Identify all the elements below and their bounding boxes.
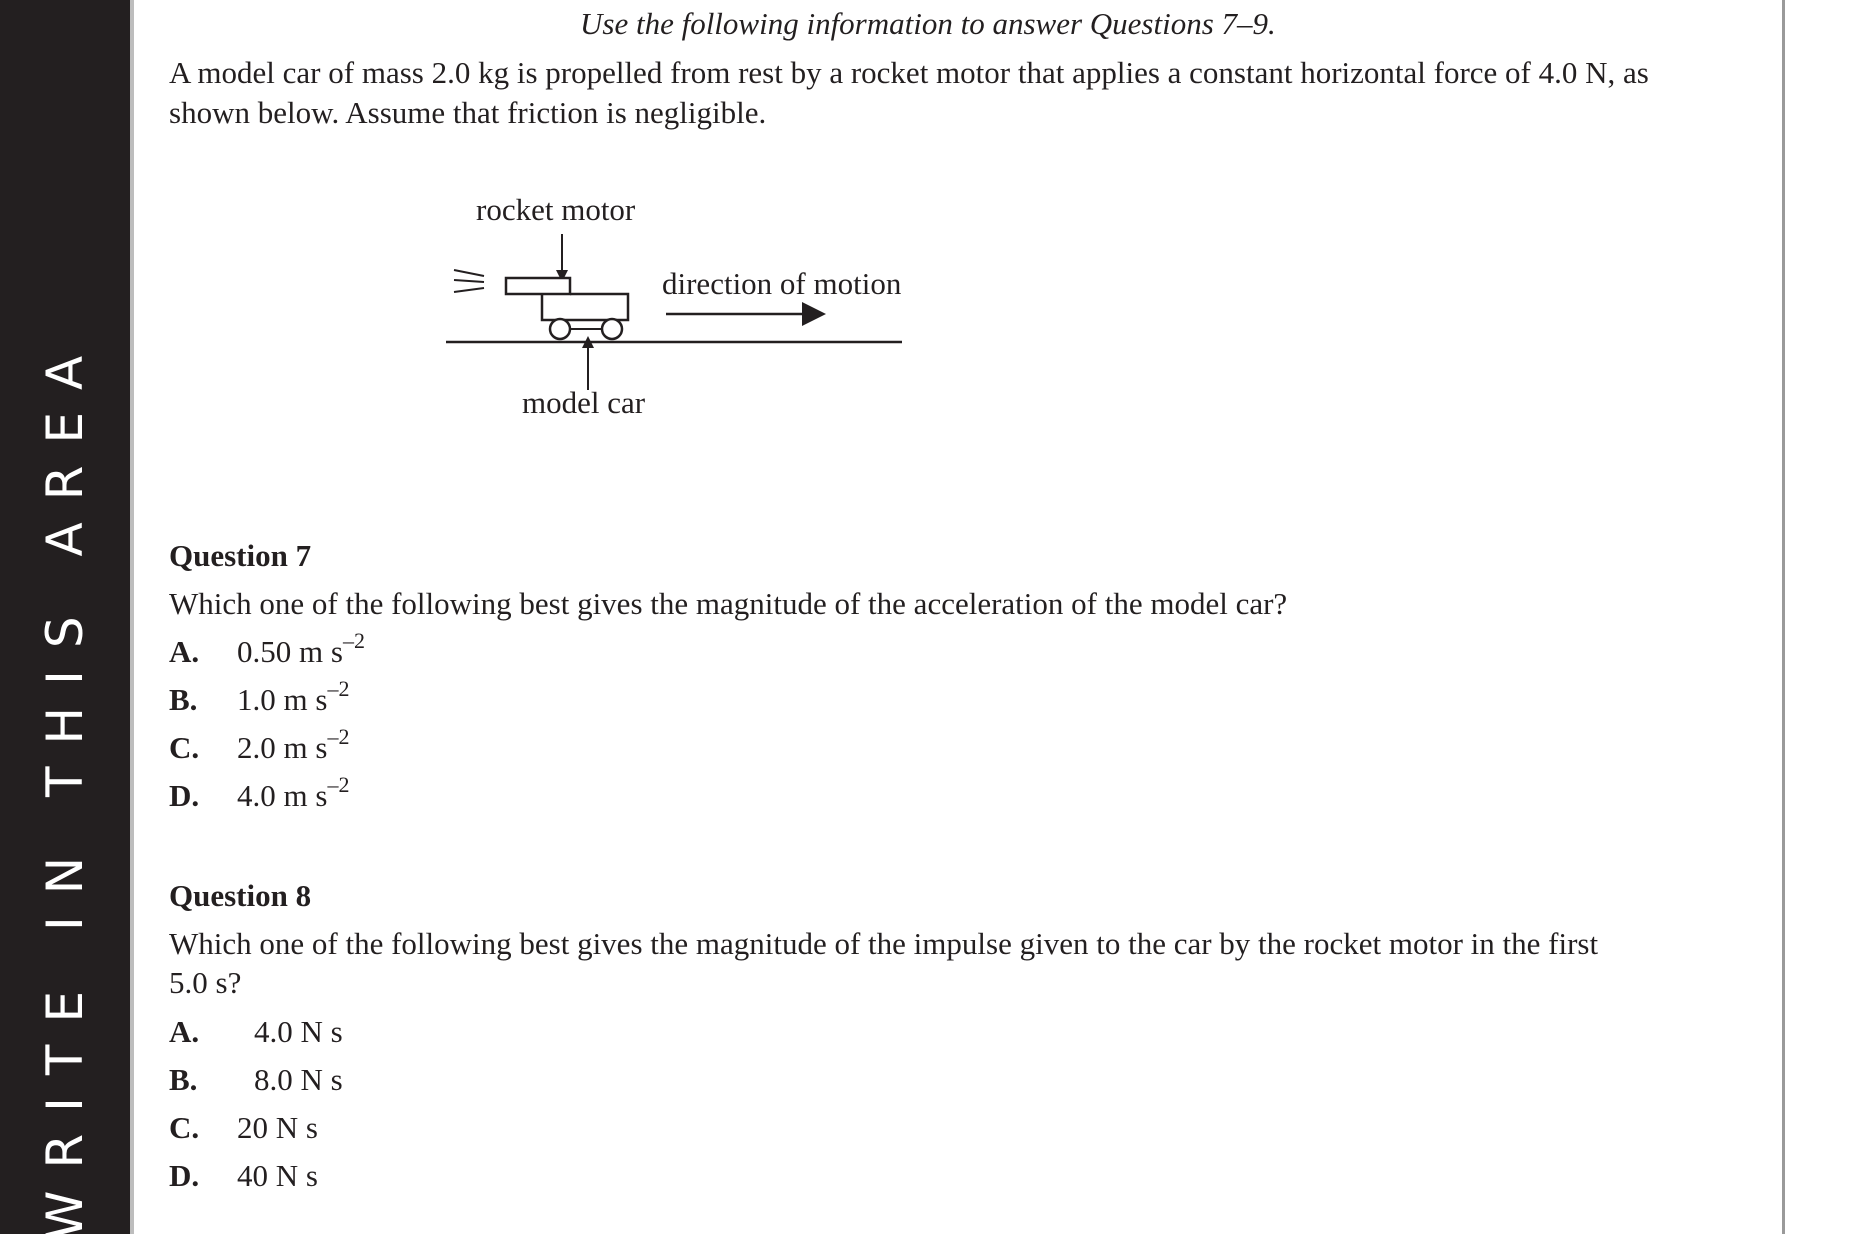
option-value: 1.0 m s bbox=[237, 682, 328, 717]
option-letter: C. bbox=[169, 730, 200, 765]
question-7-heading: Question 7 bbox=[169, 538, 312, 573]
option-exponent: –2 bbox=[342, 628, 365, 653]
q8-option-a[interactable] bbox=[169, 1012, 343, 1052]
option-exponent: –2 bbox=[327, 724, 350, 749]
option-exponent: –2 bbox=[327, 772, 350, 797]
option-value: 4.0 N s bbox=[254, 1014, 343, 1049]
label-model-car: model car bbox=[522, 385, 646, 420]
q7-option-d[interactable] bbox=[169, 772, 350, 819]
option-value: 0.50 m s bbox=[237, 634, 343, 669]
label-rocket-motor: rocket motor bbox=[476, 192, 636, 227]
option-value: 40 N s bbox=[237, 1158, 318, 1193]
q8-option-b[interactable] bbox=[169, 1060, 343, 1100]
q7-option-a[interactable] bbox=[169, 628, 365, 675]
page-border-right bbox=[1782, 0, 1785, 1234]
question-8-heading: Question 8 bbox=[169, 878, 312, 913]
margin-instruction: WRITE IN THIS AREA bbox=[36, 333, 94, 1240]
q8-option-d[interactable] bbox=[169, 1156, 318, 1196]
question-stem: A model car of mass 2.0 kg is propelled from rest by a rocket motor that applies a constant horizontal force of 4.0 N, as shown below. Assume that friction is negligible. bbox=[169, 55, 1649, 130]
model-car-diagram bbox=[440, 190, 930, 430]
question-8-text-cont: 5.0 s? bbox=[169, 965, 242, 1000]
option-letter: B. bbox=[169, 682, 198, 717]
option-letter: C. bbox=[169, 1110, 200, 1145]
option-letter: D. bbox=[169, 778, 200, 813]
question-7-text: Which one of the following best gives the magnitude of the acceleration of the model car? bbox=[169, 586, 1288, 621]
label-direction-of-motion: direction of motion bbox=[662, 266, 902, 301]
q7-option-b[interactable] bbox=[169, 676, 350, 723]
car-illustration bbox=[440, 190, 930, 430]
option-letter: A. bbox=[169, 634, 200, 669]
option-value: 2.0 m s bbox=[237, 730, 328, 765]
question-8-text: Which one of the following best gives the magnitude of the impulse given to the car by the rocket motor in the first bbox=[169, 926, 1599, 961]
option-value: 20 N s bbox=[237, 1110, 318, 1145]
q8-option-c[interactable] bbox=[169, 1108, 318, 1148]
option-letter: A. bbox=[169, 1014, 200, 1049]
option-letter: B. bbox=[169, 1062, 198, 1097]
option-exponent: –2 bbox=[327, 676, 350, 701]
option-letter: D. bbox=[169, 1158, 200, 1193]
q7-option-c[interactable] bbox=[169, 724, 350, 771]
intro-instruction: Use the following information to answer Questions 7–9. bbox=[580, 6, 1276, 41]
margin-divider bbox=[130, 0, 134, 1234]
option-value: 4.0 m s bbox=[237, 778, 328, 813]
option-value: 8.0 N s bbox=[254, 1062, 343, 1097]
